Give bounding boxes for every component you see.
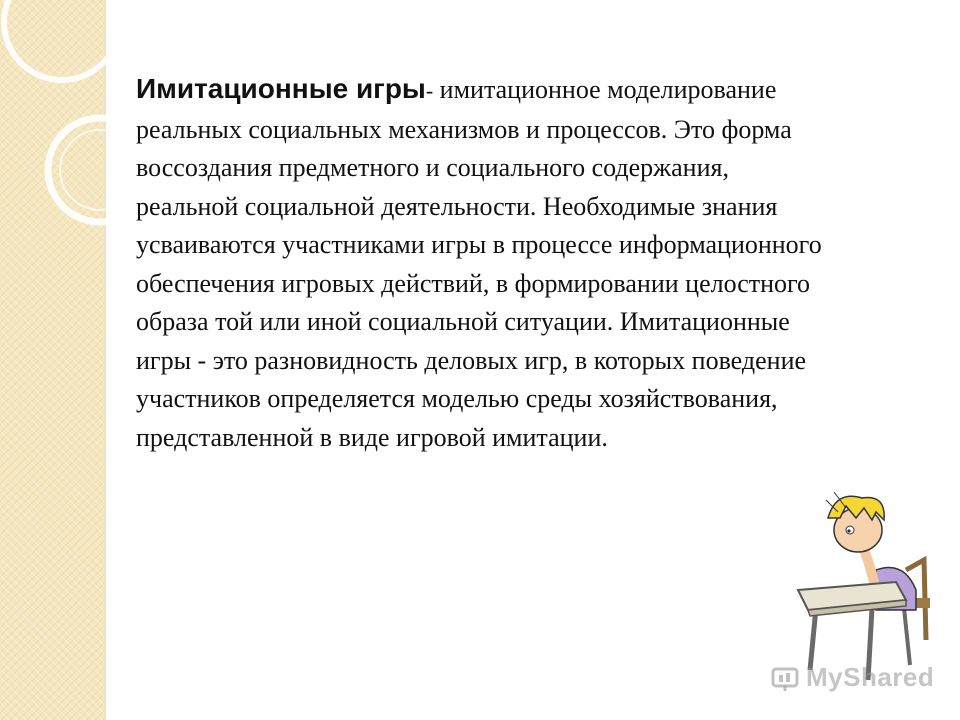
definition-text: имитационное моделирование реальных социальных механизмов и процессов. Это форма воссоздания предметного и социального содержания, реальной социальной деятельности. Необходимые знания усваиваются участниками игры в процессе информационного обеспечения игровых действий, в формировании целостного образа той или иной социальной ситуации. Имитационные игры - это разновидность деловых игр, в которых поведение участников определяется моделью среды хозяйствования, представленной в виде игровой имитации. [136, 75, 822, 452]
slide-paragraph [136, 70, 826, 457]
myshared-watermark [770, 662, 934, 693]
watermark-text: MyShared [806, 662, 935, 692]
myshared-logo-icon [770, 663, 800, 693]
student-at-desk-illustration [776, 490, 956, 690]
term-dash: - [425, 78, 434, 103]
term-heading: Имитационные игры [136, 73, 426, 104]
